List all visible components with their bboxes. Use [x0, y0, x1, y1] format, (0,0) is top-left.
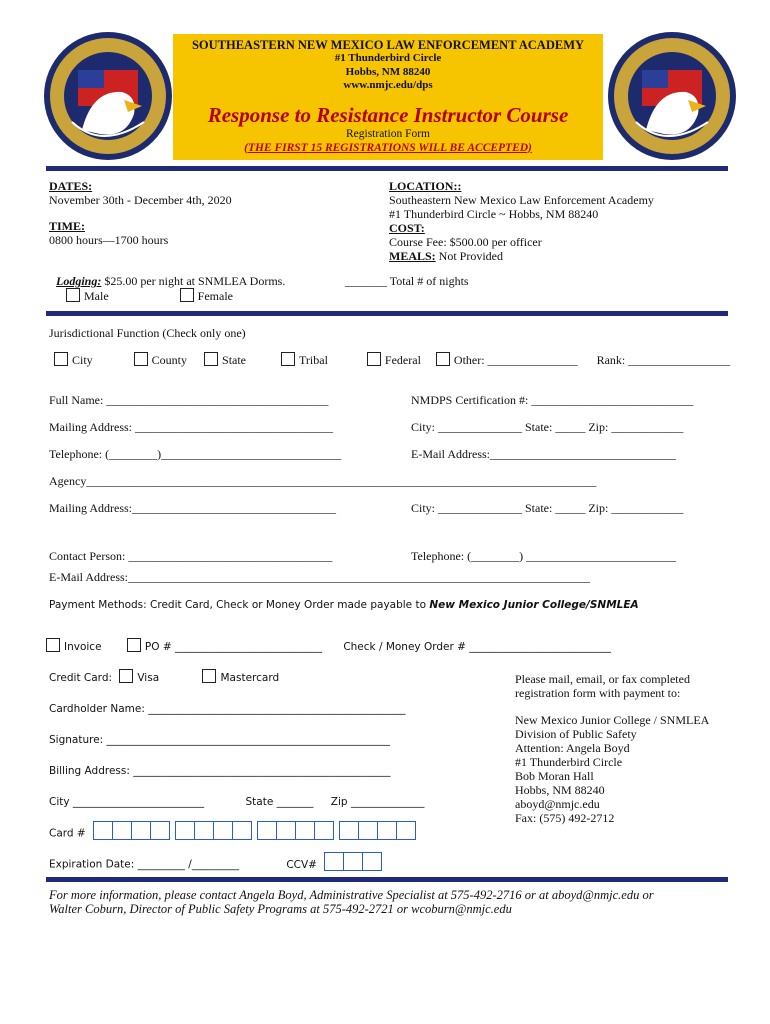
state-checkbox[interactable]	[204, 352, 218, 366]
contact-telephone-field[interactable]: Telephone: (________) _________________________	[411, 549, 677, 563]
course-title: Response to Resistance Instructor Course	[207, 102, 569, 127]
telephone-field[interactable]: Telephone: (________)______________________________	[49, 447, 342, 461]
registration-notice: (THE FIRST 15 REGISTRATIONS WILL BE ACCEPTED)	[244, 141, 532, 154]
billing-address-field[interactable]: Billing Address: _________________________________________________	[49, 765, 391, 777]
credit-card-label: Credit Card:	[49, 672, 113, 684]
meals-value: Not Provided	[435, 249, 504, 263]
agency-field[interactable]: Agency_____________________________________________________________________________________	[49, 474, 597, 488]
ccv-label: CCV#	[286, 858, 317, 871]
billing-city-row	[49, 796, 424, 809]
divider	[46, 311, 728, 316]
tribal-option-label: Tribal	[299, 353, 328, 367]
county-checkbox[interactable]	[134, 352, 148, 366]
dates-section	[49, 179, 232, 207]
footer-line1: For more information, please contact Angela Boyd, Administrative Specialist at 575-492-2716 or at aboyd@nmjc.edu or	[49, 888, 654, 902]
mail-to-line: Hobbs, NM 88240	[515, 783, 605, 797]
mail-to-line: #1 Thunderbird Circle	[515, 755, 623, 769]
meals-label: MEALS:	[389, 249, 436, 263]
billing-zip-field[interactable]: Zip ______________	[330, 796, 425, 808]
mail-to-line: Fax: (575) 492-2712	[515, 811, 615, 825]
rank-field[interactable]: Rank: _________________	[596, 353, 731, 367]
city-option-label: City	[72, 353, 93, 367]
tribal-checkbox[interactable]	[281, 352, 295, 366]
time-value: 0800 hours—1700 hours	[49, 233, 169, 247]
footer-info	[49, 888, 654, 916]
city-checkbox[interactable]	[54, 352, 68, 366]
form-type: Registration Form	[345, 127, 430, 140]
mail-to-line: New Mexico Junior College / SNMLEA	[515, 713, 710, 727]
mail-to-line: Division of Public Safety	[515, 727, 637, 741]
payment-methods-text: Payment Methods: Credit Card, Check or Money Order made payable to	[49, 599, 430, 611]
mail-to-line: Bob Moran Hall	[515, 769, 594, 783]
invoice-label: Invoice	[64, 641, 102, 653]
male-label: Male	[84, 289, 109, 303]
card-number-label: Card #	[49, 827, 86, 840]
female-checkbox[interactable]	[180, 288, 194, 302]
mail-to-block	[515, 672, 709, 825]
academy-address1: #1 Thunderbird Circle	[334, 52, 442, 64]
full-name-field[interactable]: Full Name: _____________________________________	[49, 393, 329, 407]
mail-to-intro1: Please mail, email, or fax completed	[515, 672, 690, 686]
visa-label: Visa	[137, 672, 160, 684]
academy-address2: Hobbs, NM 88240	[345, 65, 431, 78]
academy-seal-icon	[606, 30, 738, 162]
cost-label: COST:	[389, 221, 425, 235]
contact-person-field[interactable]: Contact Person: __________________________________	[49, 549, 333, 563]
location-section	[389, 179, 654, 263]
payee-name: New Mexico Junior College/SNMLEA	[429, 599, 639, 611]
county-option-label: County	[151, 353, 188, 367]
payment-type-row	[46, 638, 611, 654]
state-option-label: State	[222, 353, 247, 367]
signature-field[interactable]: Signature: ______________________________________________________	[49, 734, 391, 746]
mail-to-line: aboyd@nmjc.edu	[515, 797, 600, 811]
mail-to-intro2: registration form with payment to:	[515, 686, 681, 700]
mastercard-label: Mastercard	[220, 672, 280, 684]
payment-methods	[49, 599, 639, 612]
credit-card-row	[49, 669, 279, 685]
divider	[46, 166, 728, 171]
divider	[46, 877, 728, 882]
location-line2: #1 Thunderbird Circle ~ Hobbs, NM 88240	[389, 207, 599, 221]
nights-field[interactable]: _______ Total # of nights	[345, 274, 469, 288]
lodging-section	[56, 274, 285, 303]
contact-email-field[interactable]: E-Mail Address:_____________________________________________________________________________	[49, 570, 590, 584]
cost-value: Course Fee: $500.00 per officer	[389, 235, 542, 249]
academy-website: www.nmjc.edu/dps	[343, 79, 433, 91]
nmdps-field[interactable]: NMDPS Certification #: ___________________________	[411, 393, 694, 407]
female-label: Female	[197, 289, 233, 303]
header-banner	[173, 34, 603, 160]
agency-city-state-zip-field[interactable]: City: ______________ State: _____ Zip: ____________	[411, 501, 684, 515]
federal-option-label: Federal	[384, 353, 421, 367]
mail-to-line: Attention: Angela Boyd	[515, 741, 630, 755]
academy-name: SOUTHEASTERN NEW MEXICO LAW ENFORCEMENT ACADEMY	[191, 38, 585, 52]
jurisdiction-label: Jurisdictional Function (Check only one)	[49, 326, 246, 340]
dates-value: November 30th - December 4th, 2020	[49, 193, 232, 207]
expiration-row	[49, 852, 381, 877]
footer-line2: Walter Coburn, Director of Public Safety Programs at 575-492-2721 or wcoburn@nmjc.edu	[49, 902, 512, 916]
time-section	[49, 219, 168, 247]
po-checkbox[interactable]	[127, 638, 141, 652]
time-label: TIME:	[49, 219, 85, 233]
card-number-boxes[interactable]	[93, 821, 421, 846]
city-state-zip-field[interactable]: City: ______________ State: _____ Zip: ____________	[411, 420, 684, 434]
federal-checkbox[interactable]	[367, 352, 381, 366]
card-number-row	[49, 821, 421, 846]
location-line1: Southeastern New Mexico Law Enforcement Academy	[389, 193, 654, 207]
po-field[interactable]: PO # ____________________________	[144, 641, 322, 653]
mailing-address-field[interactable]: Mailing Address: _________________________________	[49, 420, 333, 434]
check-field[interactable]: Check / Money Order # ___________________________	[343, 641, 612, 653]
location-label: LOCATION::	[389, 179, 462, 193]
agency-mailing-field[interactable]: Mailing Address:__________________________________	[49, 501, 336, 515]
billing-state-field[interactable]: State _______	[245, 796, 314, 808]
lodging-label: Lodging:	[56, 274, 102, 288]
expiration-field[interactable]: Expiration Date: _________ /_________	[49, 858, 239, 871]
billing-city-field[interactable]: City _________________________	[49, 796, 205, 808]
visa-checkbox[interactable]	[119, 669, 133, 683]
academy-seal-icon	[42, 30, 174, 162]
invoice-checkbox[interactable]	[46, 638, 60, 652]
mastercard-checkbox[interactable]	[202, 669, 216, 683]
email-field[interactable]: E-Mail Address:_______________________________	[411, 447, 676, 461]
male-checkbox[interactable]	[66, 288, 80, 302]
other-checkbox[interactable]	[436, 352, 450, 366]
dates-label: DATES:	[49, 179, 93, 193]
jurisdiction-options	[54, 352, 734, 367]
ccv-boxes[interactable]	[324, 852, 381, 877]
other-field[interactable]: Other: _______________	[453, 353, 578, 367]
lodging-value: $25.00 per night at SNMLEA Dorms.	[101, 274, 286, 288]
cardholder-field[interactable]: Cardholder Name: _________________________________________________	[49, 703, 406, 715]
